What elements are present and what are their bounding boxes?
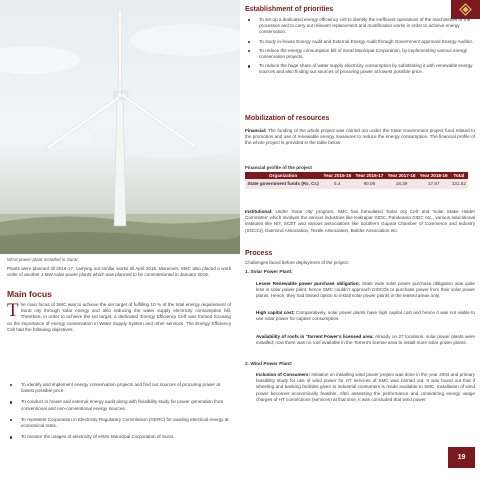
- financial-table: [245, 172, 468, 189]
- challenge-label: Inclusion of Consumers:: [256, 372, 310, 377]
- drop-cap: T: [7, 300, 19, 321]
- table-header: Year 2018-19: [418, 172, 450, 179]
- list-item: To conduct in house and external energy audit along with feasibility study for power generation from conventional and non-conventional energy sources.: [7, 399, 231, 411]
- table-header: Year 2016-17: [353, 172, 385, 179]
- institutional-paragraph: [245, 209, 475, 234]
- objectives-list: [7, 382, 231, 445]
- challenge-text: Initiation on installing wind power project was done in the year 2004 and primary feasibility study for use of wind power for HT services of SMC was carried out. It was found out that if wheeling and banking facilities given to industrial consumers is made available to SMC, installation of wind power becomes economically feasible. After assessing the performance and considering energy usage charges of HT connections (services) at that time, it was concluded that wind power: [256, 372, 475, 402]
- wind-turbine-photo: [0, 0, 240, 254]
- table-title: Financial profile of the project: [245, 165, 312, 170]
- main-focus-paragraph: [7, 302, 231, 333]
- challenge-label: Availability of roofs in 'Torrent Power's licensed area:: [256, 334, 374, 339]
- list-item: To study in-house Energy Audit and External Energy Audit through Government approved Energy Auditor.: [245, 39, 475, 45]
- wind-turbine-illustration: [0, 0, 240, 254]
- intro-paragraph: Plants were planned till 2016-17, carrying out similar works till April 2018. Moreover, SMC also placed a work order of another 1 MW solar power plants which was planned to be commissioned in January 2019.: [7, 266, 231, 278]
- challenge-paragraph: [256, 310, 475, 322]
- challenge-paragraph: [256, 372, 475, 403]
- financial-text: The funding of the whole project was carried out under the State Government project fund related to the promotion and use of renewable energy measures to reduce the energy consumption. The financial profile of the whole project is provided in the table below:: [245, 128, 475, 146]
- process-heading: Process: [245, 250, 273, 257]
- challenge-label: Lesser Renewable power purchase obligation:: [256, 281, 361, 286]
- table-header: Year 2015-16: [321, 172, 353, 179]
- institutional-text: Under 'Solar city' program, SMC has formulated 'Solar city Cell' and 'Solar Stake Holder Committee' which involves the various industries like Kakrapar GIDC, Pandesara GIDC etc., various educational institutes like NIT, SCET and various associations like Southern Gujarat Chamber of Commerce and Industry (SGCCI), Diamond Association, Textile Association, Builder Association etc.: [245, 209, 475, 233]
- table-header-row: [245, 172, 468, 179]
- table-row: [245, 179, 468, 188]
- challenge-paragraph: [256, 334, 475, 346]
- institutional-label: Institutional:: [245, 209, 273, 214]
- list-item: To reduce the huge share of water supply electricity consumption by substituting it with renewable energy sources and also finding out sources of procuring power at lowest possible price.: [245, 63, 475, 75]
- list-item: To monitor the usages of electricity of entire Municipal Corporation of Surat.: [7, 434, 231, 440]
- process-intro: Challenges faced before deployment of the project:: [245, 260, 349, 265]
- list-item: To identify and implement energy conservation projects and find out sources of procuring power at lowest possible price.: [7, 382, 231, 394]
- photo-caption: Wind power plant installed in Surat: [7, 257, 78, 262]
- main-focus-text: he main focus of SMC was to achieve the set target of fulfilling 10 % of the total energy requirement of Surat city through solar energy and also reducing the water supply electricity consumption bill. Therefore, in order to achieve the set target, a dedicated 'Energy Efficiency Cell' was formed focusing on the importance of energy conservation in Water Supply System and other services. The Energy Efficiency Cell had the following objectives:: [7, 302, 231, 332]
- table-cell: State government funds (Rs. Cr.): [245, 179, 321, 188]
- page-number: 19: [448, 447, 475, 468]
- main-focus-heading: Main focus: [7, 289, 52, 299]
- table-cell: 18.39: [385, 179, 417, 188]
- table-header: Total: [450, 172, 468, 179]
- table-header: Organization: [245, 172, 321, 179]
- financial-paragraph: [245, 128, 475, 147]
- challenge-text: Comparatively, solar power plants have high capital cost and hence it was not viable to use solar power for captive consumption.: [256, 310, 475, 322]
- financial-label: Financial:: [245, 128, 267, 133]
- priorities-list: [245, 17, 475, 79]
- wind-subheading: 2. Wind Power Plant:: [245, 362, 293, 367]
- list-item: To set up a dedicated energy efficiency cell to identify the inefficient operations of the machineries or the processes and to carry out relevant replacement and modification works in order to achieve energy conservation.: [245, 17, 475, 36]
- list-item: To represent Corporation in Electricity Regulatory Commission (GERC) for availing electrical energy at economical rates.: [7, 417, 231, 429]
- mobilization-heading: Mobilization of resources: [245, 115, 330, 122]
- challenge-text: Already on 27 locations, solar power plants were installed; now there was no roof available in the Torrent's license area to install more solar power plants.: [256, 334, 475, 346]
- table-cell: 5.4: [321, 179, 353, 188]
- solar-subheading: 1. Solar Power Plant:: [245, 270, 293, 275]
- table-header: Year 2017-18: [385, 172, 417, 179]
- list-item: To reduce the energy consumption bill of Surat Municipal Corporation, by implementing various energy conservation projects.: [245, 48, 475, 60]
- challenge-label: High capital cost:: [256, 310, 295, 315]
- challenge-paragraph: [256, 281, 475, 300]
- table-cell: 90.06: [353, 179, 385, 188]
- challenge-text: State wide solar power purchase obligation was quite less in solar power plant; hence SMC couldn't approach DISCOs to purchase power from their solar power plants. Hence, they had limited option to install solar power plants in the leased areas only.: [256, 281, 475, 299]
- table-cell: 17.97: [418, 179, 450, 188]
- priorities-heading: Establishment of priorities: [245, 6, 334, 13]
- table-cell: 131.82: [450, 179, 468, 188]
